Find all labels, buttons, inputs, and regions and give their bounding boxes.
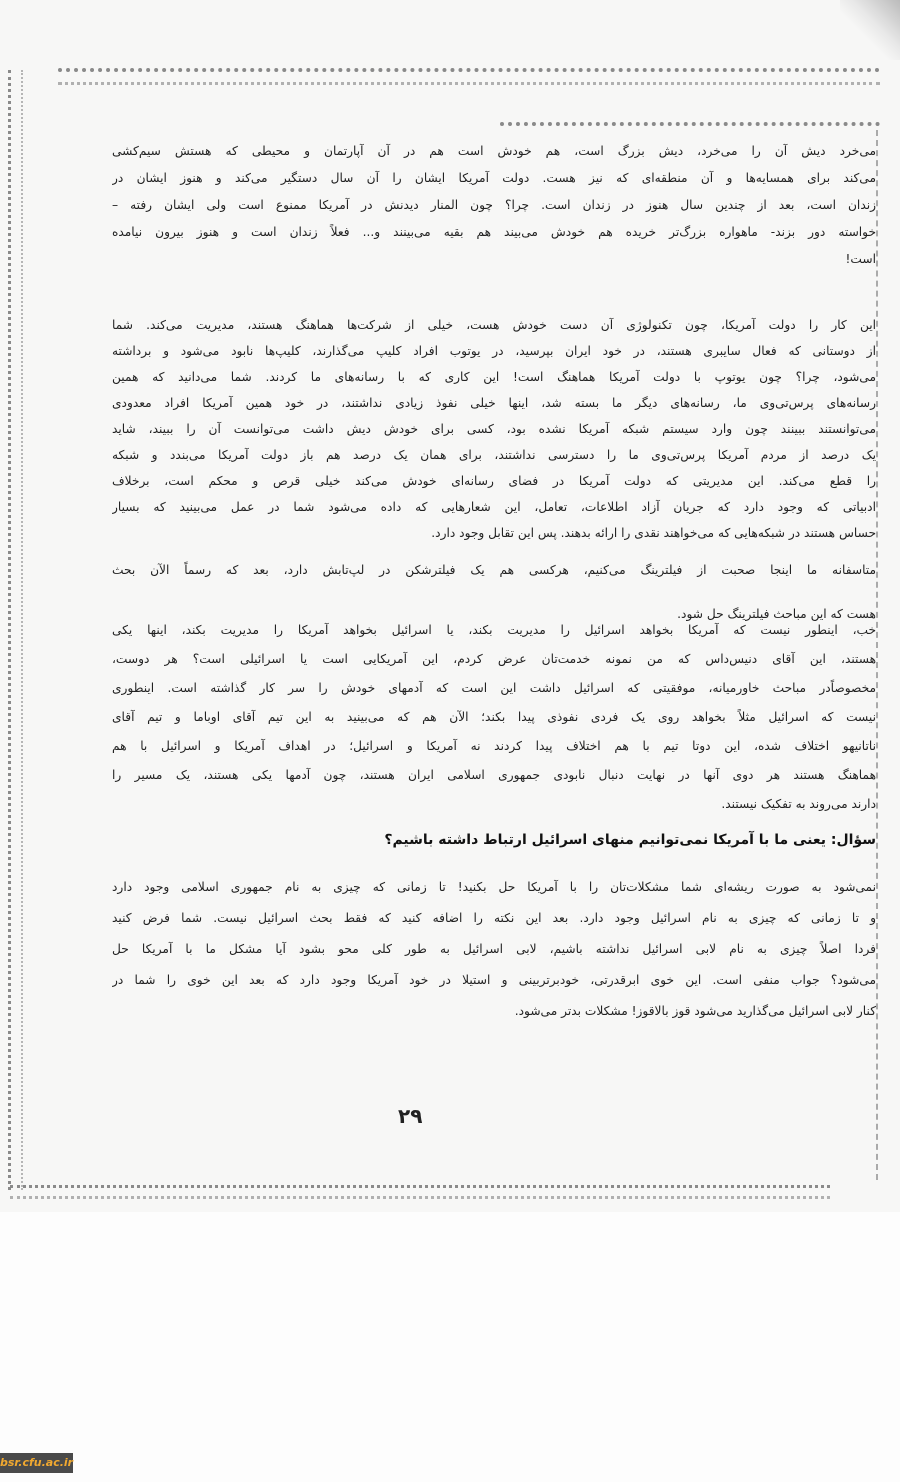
text-line: می‌شود؟ جواب منفی است. این خوی ابرقدرتی، خودبرتربینی و استیلا در خود آمریکا وجود دارد که بعد این خوی را شما در (112, 973, 876, 987)
paragraph-2 (112, 312, 876, 546)
paragraph-4 (112, 616, 876, 819)
answer-paragraph (112, 872, 876, 1027)
text-line: زندان است، بعد از چندین سال هنوز در زندان است. چرا؟ چون المنار دیدنش در آمریکا ممنوع است ولی ایشان رفته – (112, 198, 876, 212)
text-line: است! (845, 252, 876, 266)
text-line: خب، اینطور نیست که آمریکا بخواهد اسرائیل را مدیریت بکند، یا اسرائیل بخواهد آمریکا را مدیریت بکند، اینها یکی (112, 623, 876, 637)
paragraph-1 (112, 138, 876, 273)
text-line: نیست که اسرائیل مثلاً بخواهد روی یک فردی نفوذی پیدا بکند؛ الآن هم که می‌بینید به این تیم آقای اوباما و تیم آقای (112, 710, 876, 724)
text-line: می‌شود، چرا؟ چون یوتوپ با دولت آمریکا هماهنگ است! این کاری که با رسانه‌های ما کردند. شما می‌دانید که همین (112, 370, 876, 384)
text-line: از دوستانی که فعال سایبری هستند، در خود ایران بپرسید، در یوتوب افراد کلیپ می‌گذارند، کلیپ‌ها نابود می‌شود و برداشته (112, 344, 876, 358)
text-line: متاسفانه ما اینجا صحبت از فیلترینگ می‌کنیم، هرکسی هم یک فیلترشکن در لپ‌تابش دارد، بعد که رسماً الآن بحث (112, 563, 876, 577)
text-line: هماهنگ هستند هر دوی آنها در نهایت دنبال نابودی جمهوری اسلامی ایران هستند، چون آدمها یکی هستند، یک مسیر را (112, 768, 876, 782)
text-line: ناتانیهو اختلاف شده، این دوتا تیم با هم اختلاف پیدا کردند نه آمریکا و اسرائیل؛ در اهداف آمریکا و اسرائیل با هم (112, 739, 876, 753)
text-line: می‌خرد دیش آن را می‌خرد، دیش بزرگ است، هم خودش است هم در آن آپارتمان و محیطی که هستش سیم‌کشی (112, 144, 876, 158)
text-line: خواسته دور بزند- ماهواره بزرگ‌تر خریده هم خودش می‌بیند هم بقیه می‌بینند و... فعلاً زندان است و هنوز بیرون نیامده (112, 225, 876, 239)
question-heading: سؤال: یعنی ما با آمریکا نمی‌توانیم منهای اسرائیل ارتباط داشته باشیم؟ (384, 832, 876, 848)
text-line: این کار را دولت آمریکا، چون تکنولوژی آن دست خودش هست، خیلی از شرکت‌ها هماهنگ هستند، مدیریت می‌کند. شما (112, 318, 876, 332)
text-line: هستند، این آقای دنیس‌داس که من نمونه خدمت‌تان عرض کردم، این آمریکایی است یا اسرائیلی است؟ هر دوست، (112, 652, 876, 666)
decorative-border-right (876, 130, 882, 1180)
text-line: کنار لابی اسرائیل می‌گذارید می‌شود قوز بالاقوز! مشکلات بدتر می‌شود. (514, 1004, 876, 1018)
text-line: می‌توانستند ببینند چون وارد سیستم شبکه آمریکا نشده بود، کسی برای خودش دیش داشت می‌توانست آن را ببیند، شاید (112, 422, 876, 436)
decorative-border-top (58, 68, 880, 85)
folded-corner (840, 0, 900, 60)
text-line: می‌کند برای همسایه‌ها و آن منطقه‌ای که نیز هست. دولت آمریکا ایشان را آن سال دستگیر می‌کند و هنوز ایشان در (112, 171, 876, 185)
text-line: یک درصد از مردم آمریکا پرس‌تی‌وی ما را دسترسی نداشتند، برای همان یک درصد هم باز دولت آمریکا می‌بندد و شبکه (112, 448, 876, 462)
text-line: و تا زمانی که چیزی به نام اسرائیل وجود دارد. بعد این نکته را اضافه کنید که فقط بحث اسرائیل نیست. شما فرض کنید (112, 911, 876, 925)
text-line: نمی‌شود به صورت ریشه‌ای شما مشکلات‌تان را با آمریکا حل بکنید! تا زمانی که چیزی به نام جمهوری اسلامی وجود دارد (112, 880, 876, 894)
decorative-border-left (8, 70, 23, 1190)
text-line: دارند می‌روند به تفکیک نیستند. (721, 797, 876, 811)
text-line: مخصوصاًدر مباحث خاورمیانه، موفقیتی که اسرائیل داشت این است که آدمهای خودش را سر کار گذاشته است. اینطوری (112, 681, 876, 695)
watermark-logo: bsr.cfu.ac.ir (0, 1453, 73, 1473)
page-number: ۲۹ (398, 1104, 423, 1128)
text-line: هست که این مباحث فیلترینگ حل شود. (677, 607, 876, 621)
decorative-border-top-inner (500, 122, 880, 132)
text-line: فردا اصلاً چیزی به نام لابی اسرائیل نداشته باشیم، لابی اسرائیل به طور کلی محو بشود آیا مشکل ما با آمریکا حل (112, 942, 876, 956)
text-line: را قطع می‌کند. این مدیریتی که دولت آمریکا در فضای رسانه‌ای خودش می‌کند خیلی قرص و محکم است، برخلاف (112, 474, 876, 488)
text-line: رسانه‌های پرس‌تی‌وی ما، رسانه‌های دیگر ما بسته شد، اینها خیلی نفوذ زیادی نداشتند، در خود همین آمریکا افراد معدودی (112, 396, 876, 410)
text-line: ادبیاتی که وجود دارد که جریان آزاد اطلاعات، تعامل، این شعارهایی که داده می‌شود شما در عمل می‌بینید که بسیار (112, 500, 876, 514)
decorative-border-bottom (10, 1185, 830, 1199)
text-line: حساس هستند در شبکه‌هایی که می‌خواهند نقدی را ارائه بدهند. پس این تقابل وجود دارد. (431, 526, 876, 540)
